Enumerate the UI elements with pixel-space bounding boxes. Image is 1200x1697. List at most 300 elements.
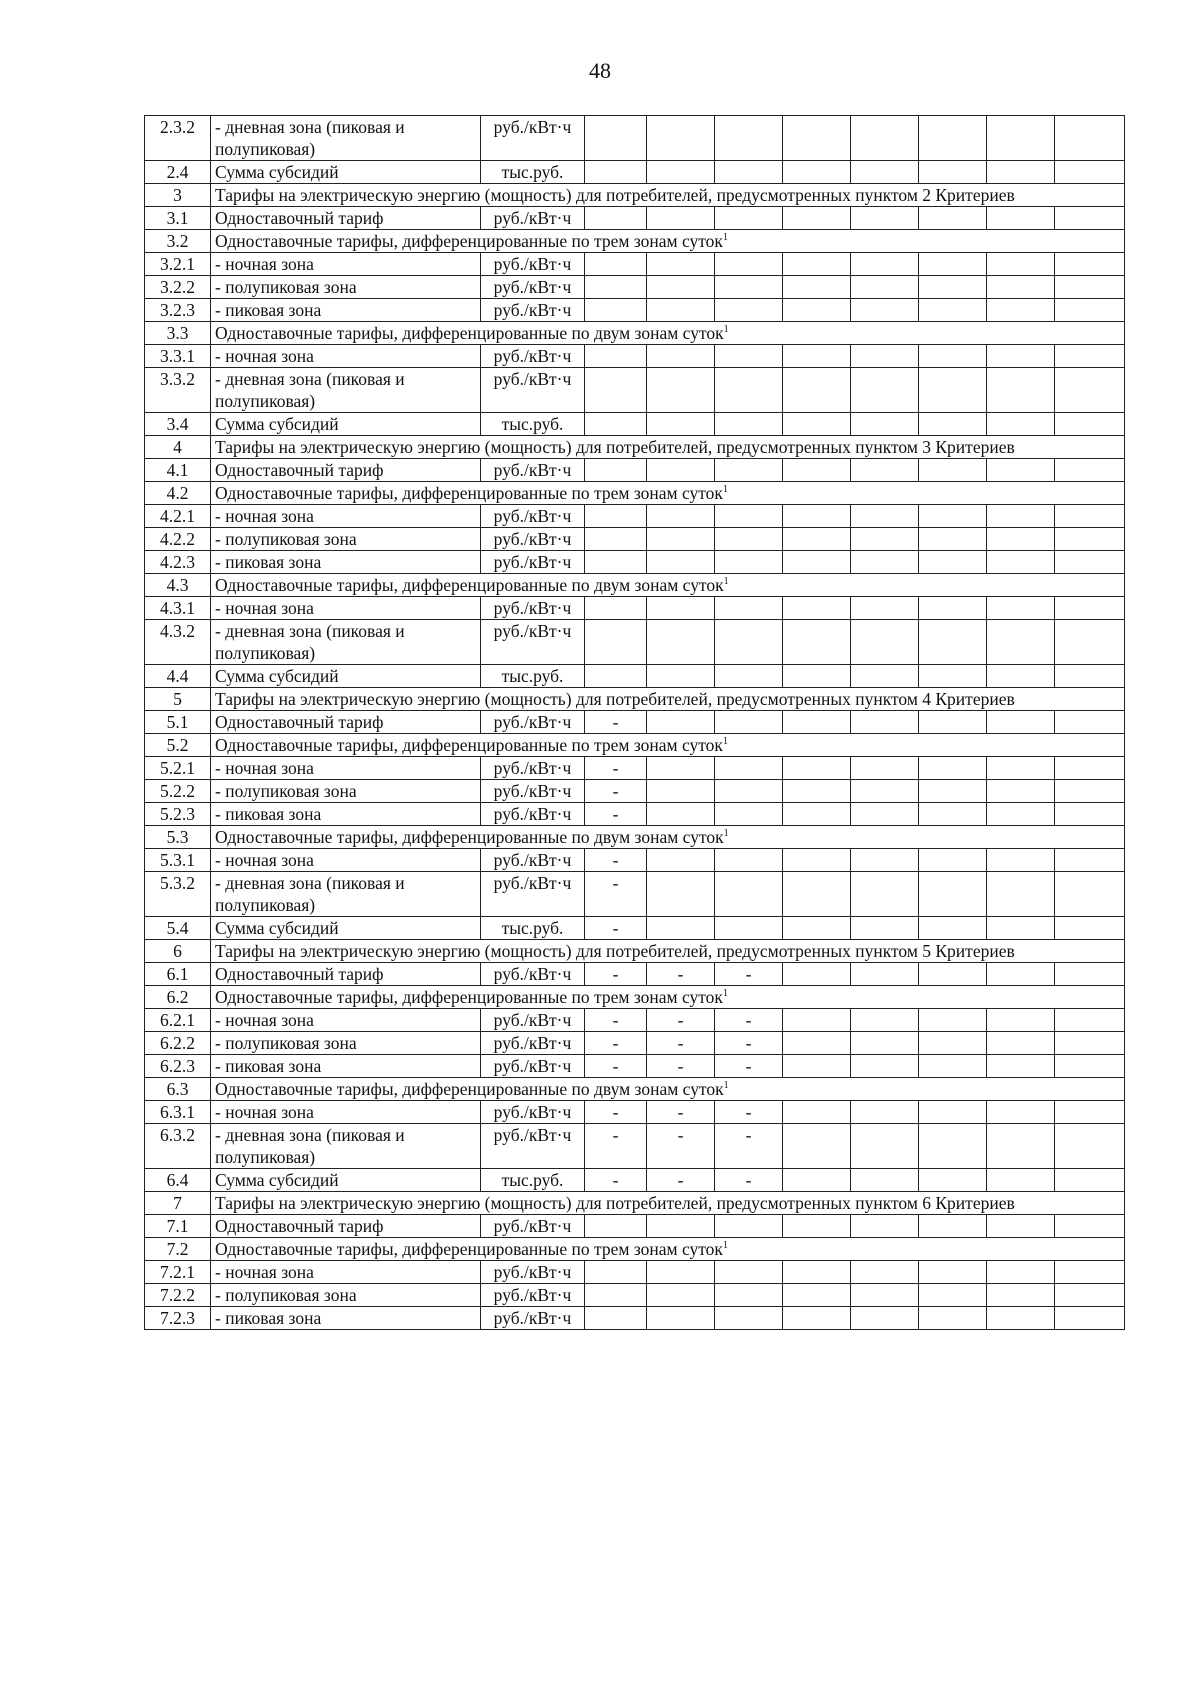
row-label-text: Одноставочные тарифы, дифференцированные по трем зонам суток: [215, 483, 723, 503]
row-number: 5.1: [145, 711, 211, 734]
value-cell: [987, 665, 1055, 688]
row-number: 5.3: [145, 826, 211, 849]
value-cell: [919, 1215, 987, 1238]
value-cell: [987, 528, 1055, 551]
value-cell: [647, 253, 715, 276]
value-cell: [987, 1009, 1055, 1032]
unit-cell: тыс.руб.: [481, 161, 585, 184]
unit-cell: руб./кВт·ч: [481, 1124, 585, 1169]
unit-cell: руб./кВт·ч: [481, 711, 585, 734]
section-row: [145, 322, 1125, 345]
value-cell: [987, 1215, 1055, 1238]
value-cell: [851, 711, 919, 734]
row-label-text: Одноставочные тарифы, дифференцированные по двум зонам суток: [215, 323, 724, 343]
value-cell: [987, 345, 1055, 368]
row-label: [211, 665, 481, 688]
value-cell: [987, 620, 1055, 665]
value-cell: [919, 1009, 987, 1032]
row-label-text: Сумма субсидий: [215, 666, 339, 686]
value-cell: [715, 1307, 783, 1330]
unit-cell: руб./кВт·ч: [481, 207, 585, 230]
value-cell: [647, 368, 715, 413]
row-label: [211, 551, 481, 574]
section-title: [211, 1238, 1125, 1261]
value-cell: [851, 665, 919, 688]
value-cell: [987, 161, 1055, 184]
value-cell: -: [715, 1169, 783, 1192]
value-cell: [987, 780, 1055, 803]
value-cell: [987, 253, 1055, 276]
value-cell: -: [647, 1101, 715, 1124]
value-cell: [715, 276, 783, 299]
value-cell: [919, 711, 987, 734]
table-row: [145, 299, 1125, 322]
row-number: 7.1: [145, 1215, 211, 1238]
table-row: [145, 1032, 1125, 1055]
value-cell: [783, 299, 851, 322]
value-cell: [1055, 253, 1125, 276]
value-cell: [783, 917, 851, 940]
value-cell: [919, 1124, 987, 1169]
unit-cell: тыс.руб.: [481, 1169, 585, 1192]
section-title: [211, 986, 1125, 1009]
table-row: [145, 1055, 1125, 1078]
value-cell: [987, 1124, 1055, 1169]
row-label: [211, 1169, 481, 1192]
value-cell: [783, 1101, 851, 1124]
row-number: 6.1: [145, 963, 211, 986]
footnote-mark: 1: [722, 232, 728, 244]
row-number: 3.2.3: [145, 299, 211, 322]
value-cell: [987, 413, 1055, 436]
footnote-mark: 1: [723, 324, 729, 336]
value-cell: [919, 505, 987, 528]
table-row: [145, 1124, 1125, 1169]
value-cell: [783, 803, 851, 826]
value-cell: [987, 1032, 1055, 1055]
value-cell: [987, 1307, 1055, 1330]
row-label-text: Тарифы на электрическую энергию (мощность) для потребителей, предусмотренных пунктом 3 Критериев: [215, 437, 1015, 457]
value-cell: [647, 528, 715, 551]
value-cell: [647, 161, 715, 184]
value-cell: [919, 368, 987, 413]
value-cell: -: [585, 872, 647, 917]
unit-cell: руб./кВт·ч: [481, 1261, 585, 1284]
value-cell: -: [647, 1032, 715, 1055]
value-cell: [1055, 413, 1125, 436]
value-cell: [783, 459, 851, 482]
row-number: 5: [145, 688, 211, 711]
value-cell: [919, 413, 987, 436]
value-cell: -: [715, 1009, 783, 1032]
value-cell: [783, 1215, 851, 1238]
value-cell: [585, 551, 647, 574]
table-row: [145, 1169, 1125, 1192]
row-label-text: - ночная зона: [215, 1010, 314, 1030]
table-row: [145, 1009, 1125, 1032]
value-cell: -: [585, 1032, 647, 1055]
unit-cell: руб./кВт·ч: [481, 757, 585, 780]
table-row: [145, 551, 1125, 574]
value-cell: [783, 597, 851, 620]
row-label-text: - пиковая зона: [215, 1056, 322, 1076]
value-cell: [919, 963, 987, 986]
value-cell: [1055, 551, 1125, 574]
value-cell: [647, 597, 715, 620]
value-cell: [1055, 1215, 1125, 1238]
table-row: [145, 849, 1125, 872]
value-cell: [851, 849, 919, 872]
table-row: [145, 459, 1125, 482]
value-cell: [1055, 1101, 1125, 1124]
value-cell: [585, 253, 647, 276]
unit-cell: руб./кВт·ч: [481, 1101, 585, 1124]
row-number: 4.1: [145, 459, 211, 482]
value-cell: [647, 711, 715, 734]
row-label-text: - дневная зона (пиковая и полупиковая): [215, 369, 405, 411]
value-cell: -: [647, 1124, 715, 1169]
value-cell: [851, 345, 919, 368]
row-label: [211, 917, 481, 940]
value-cell: [987, 872, 1055, 917]
value-cell: [851, 803, 919, 826]
value-cell: [647, 1261, 715, 1284]
value-cell: [585, 1261, 647, 1284]
table-row: [145, 711, 1125, 734]
value-cell: [919, 528, 987, 551]
value-cell: [783, 1261, 851, 1284]
value-cell: [1055, 161, 1125, 184]
row-label: [211, 459, 481, 482]
value-cell: [987, 276, 1055, 299]
row-label-text: Сумма субсидий: [215, 918, 339, 938]
value-cell: [715, 1261, 783, 1284]
row-number: 4: [145, 436, 211, 459]
value-cell: [585, 116, 647, 161]
row-label-text: - полупиковая зона: [215, 1285, 357, 1305]
section-row: [145, 482, 1125, 505]
value-cell: [851, 917, 919, 940]
value-cell: [783, 528, 851, 551]
value-cell: [1055, 1124, 1125, 1169]
value-cell: -: [585, 757, 647, 780]
table-row: [145, 620, 1125, 665]
value-cell: [919, 161, 987, 184]
value-cell: [1055, 505, 1125, 528]
row-number: 5.3.2: [145, 872, 211, 917]
row-number: 3.2: [145, 230, 211, 253]
row-label-text: Одноставочные тарифы, дифференцированные по двум зонам суток: [215, 575, 724, 595]
value-cell: [647, 1307, 715, 1330]
value-cell: [851, 780, 919, 803]
row-label: [211, 780, 481, 803]
row-number: 5.2.3: [145, 803, 211, 826]
section-title: [211, 436, 1125, 459]
value-cell: [1055, 963, 1125, 986]
value-cell: -: [585, 803, 647, 826]
unit-cell: руб./кВт·ч: [481, 1055, 585, 1078]
unit-cell: руб./кВт·ч: [481, 1032, 585, 1055]
table-row: [145, 1101, 1125, 1124]
row-number: 7.2.3: [145, 1307, 211, 1330]
value-cell: [1055, 803, 1125, 826]
table-row: [145, 1284, 1125, 1307]
row-number: 6: [145, 940, 211, 963]
section-row: [145, 230, 1125, 253]
value-cell: [783, 1055, 851, 1078]
value-cell: [585, 597, 647, 620]
row-label: [211, 1124, 481, 1169]
row-label-text: Одноставочные тарифы, дифференцированные по трем зонам суток: [215, 231, 723, 251]
value-cell: -: [647, 1169, 715, 1192]
table-row: [145, 757, 1125, 780]
unit-cell: руб./кВт·ч: [481, 1009, 585, 1032]
section-title: [211, 1078, 1125, 1101]
section-title: [211, 826, 1125, 849]
row-label: [211, 505, 481, 528]
row-number: 7.2.2: [145, 1284, 211, 1307]
unit-cell: руб./кВт·ч: [481, 299, 585, 322]
value-cell: [647, 757, 715, 780]
unit-cell: тыс.руб.: [481, 917, 585, 940]
value-cell: [783, 1009, 851, 1032]
table-row: [145, 963, 1125, 986]
value-cell: [919, 803, 987, 826]
value-cell: [715, 665, 783, 688]
value-cell: [987, 459, 1055, 482]
section-row: [145, 986, 1125, 1009]
row-label: [211, 413, 481, 436]
row-label: [211, 253, 481, 276]
section-title: [211, 322, 1125, 345]
value-cell: [715, 872, 783, 917]
value-cell: [987, 597, 1055, 620]
row-number: 3.3.2: [145, 368, 211, 413]
value-cell: [851, 1261, 919, 1284]
unit-cell: руб./кВт·ч: [481, 459, 585, 482]
value-cell: [919, 253, 987, 276]
value-cell: [987, 368, 1055, 413]
value-cell: -: [585, 1169, 647, 1192]
value-cell: [851, 597, 919, 620]
value-cell: [987, 551, 1055, 574]
row-label: [211, 872, 481, 917]
value-cell: [647, 413, 715, 436]
value-cell: [715, 528, 783, 551]
row-label-text: - полупиковая зона: [215, 781, 357, 801]
unit-cell: руб./кВт·ч: [481, 505, 585, 528]
value-cell: [919, 1169, 987, 1192]
value-cell: [715, 803, 783, 826]
row-label-text: Одноставочные тарифы, дифференцированные по трем зонам суток: [215, 1239, 723, 1259]
value-cell: -: [585, 1124, 647, 1169]
value-cell: [919, 345, 987, 368]
value-cell: [715, 345, 783, 368]
row-number: 3.2.1: [145, 253, 211, 276]
row-label-text: - полупиковая зона: [215, 277, 357, 297]
unit-cell: руб./кВт·ч: [481, 597, 585, 620]
row-label: [211, 1261, 481, 1284]
section-title: [211, 1192, 1125, 1215]
unit-cell: руб./кВт·ч: [481, 780, 585, 803]
table-row: [145, 161, 1125, 184]
section-title: [211, 482, 1125, 505]
row-number: 3.4: [145, 413, 211, 436]
value-cell: [783, 345, 851, 368]
value-cell: [715, 597, 783, 620]
table-row: [145, 116, 1125, 161]
row-number: 4.3.2: [145, 620, 211, 665]
value-cell: -: [585, 780, 647, 803]
value-cell: [715, 1215, 783, 1238]
value-cell: [647, 459, 715, 482]
value-cell: -: [585, 849, 647, 872]
value-cell: [783, 116, 851, 161]
value-cell: [1055, 1055, 1125, 1078]
row-label-text: Тарифы на электрическую энергию (мощность) для потребителей, предусмотренных пунктом 2 Критериев: [215, 185, 1015, 205]
section-title: [211, 734, 1125, 757]
value-cell: [585, 276, 647, 299]
row-label-text: Сумма субсидий: [215, 414, 339, 434]
value-cell: [647, 345, 715, 368]
section-row: [145, 826, 1125, 849]
row-number: 5.4: [145, 917, 211, 940]
row-number: 6.3.1: [145, 1101, 211, 1124]
value-cell: [851, 620, 919, 665]
tariff-table-body: [145, 116, 1125, 1330]
row-label-text: - дневная зона (пиковая и полупиковая): [215, 621, 405, 663]
section-row: [145, 1078, 1125, 1101]
section-row: [145, 734, 1125, 757]
value-cell: [919, 459, 987, 482]
value-cell: [715, 1284, 783, 1307]
row-label-text: - дневная зона (пиковая и полупиковая): [215, 1125, 405, 1167]
value-cell: [585, 207, 647, 230]
row-number: 4.2.3: [145, 551, 211, 574]
row-number: 5.2.1: [145, 757, 211, 780]
value-cell: [715, 620, 783, 665]
row-number: 4.4: [145, 665, 211, 688]
unit-cell: руб./кВт·ч: [481, 368, 585, 413]
section-title: [211, 230, 1125, 253]
value-cell: [783, 413, 851, 436]
value-cell: [783, 757, 851, 780]
value-cell: [1055, 780, 1125, 803]
value-cell: [647, 207, 715, 230]
value-cell: [987, 757, 1055, 780]
value-cell: [585, 1215, 647, 1238]
value-cell: [851, 1307, 919, 1330]
value-cell: [919, 597, 987, 620]
value-cell: [1055, 597, 1125, 620]
row-number: 6.3.2: [145, 1124, 211, 1169]
value-cell: [647, 917, 715, 940]
value-cell: [987, 803, 1055, 826]
value-cell: [1055, 757, 1125, 780]
row-number: 3.3.1: [145, 345, 211, 368]
table-row: [145, 505, 1125, 528]
value-cell: [987, 849, 1055, 872]
page-number: 48: [589, 58, 611, 83]
value-cell: [851, 161, 919, 184]
value-cell: [647, 1215, 715, 1238]
value-cell: -: [585, 1009, 647, 1032]
row-label-text: - ночная зона: [215, 254, 314, 274]
value-cell: [783, 1169, 851, 1192]
row-label-text: - ночная зона: [215, 850, 314, 870]
table-row: [145, 368, 1125, 413]
value-cell: [585, 368, 647, 413]
value-cell: [987, 207, 1055, 230]
value-cell: [1055, 711, 1125, 734]
value-cell: [919, 1055, 987, 1078]
value-cell: [585, 620, 647, 665]
value-cell: [851, 1032, 919, 1055]
row-label-text: - ночная зона: [215, 1262, 314, 1282]
footnote-mark: 1: [722, 1240, 728, 1252]
section-row: [145, 1238, 1125, 1261]
row-number: 6.2.2: [145, 1032, 211, 1055]
table-row: [145, 413, 1125, 436]
value-cell: [647, 1284, 715, 1307]
value-cell: [1055, 1009, 1125, 1032]
row-label-text: Одноставочный тариф: [215, 1216, 384, 1236]
row-label-text: Тарифы на электрическую энергию (мощность) для потребителей, предусмотренных пунктом 4 Критериев: [215, 689, 1015, 709]
value-cell: [783, 963, 851, 986]
footnote-mark: 1: [723, 1080, 729, 1092]
value-cell: [851, 528, 919, 551]
value-cell: [919, 917, 987, 940]
value-cell: [987, 299, 1055, 322]
row-number: 6.2.1: [145, 1009, 211, 1032]
row-label-text: - полупиковая зона: [215, 1033, 357, 1053]
section-title: [211, 688, 1125, 711]
row-label-text: Одноставочные тарифы, дифференцированные по трем зонам суток: [215, 735, 723, 755]
unit-cell: руб./кВт·ч: [481, 872, 585, 917]
value-cell: [987, 1284, 1055, 1307]
value-cell: [647, 872, 715, 917]
section-title: [211, 940, 1125, 963]
value-cell: [919, 1307, 987, 1330]
value-cell: [585, 299, 647, 322]
value-cell: [585, 528, 647, 551]
row-label-text: - полупиковая зона: [215, 529, 357, 549]
value-cell: [919, 276, 987, 299]
row-label: [211, 597, 481, 620]
value-cell: [1055, 276, 1125, 299]
row-label: [211, 757, 481, 780]
row-label: [211, 1055, 481, 1078]
value-cell: -: [647, 1055, 715, 1078]
value-cell: [647, 116, 715, 161]
row-number: 7.2.1: [145, 1261, 211, 1284]
unit-cell: тыс.руб.: [481, 665, 585, 688]
row-label-text: Тарифы на электрическую энергию (мощность) для потребителей, предусмотренных пунктом 5 Критериев: [215, 941, 1015, 961]
table-row: [145, 780, 1125, 803]
row-number: 5.2: [145, 734, 211, 757]
value-cell: [783, 207, 851, 230]
value-cell: [919, 551, 987, 574]
row-label-text: - пиковая зона: [215, 552, 322, 572]
unit-cell: руб./кВт·ч: [481, 253, 585, 276]
value-cell: [783, 780, 851, 803]
section-row: [145, 184, 1125, 207]
value-cell: [1055, 872, 1125, 917]
value-cell: [851, 253, 919, 276]
value-cell: [851, 299, 919, 322]
value-cell: [783, 665, 851, 688]
row-label: [211, 1101, 481, 1124]
